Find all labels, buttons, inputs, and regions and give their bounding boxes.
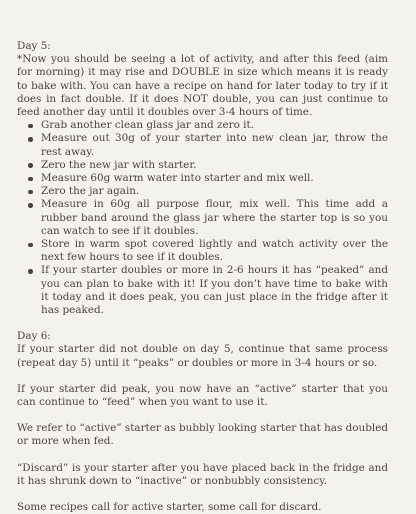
day5-step-list <box>17 119 388 317</box>
day6-paragraph-definition-active: We refer to “active” starter as bubbly looking starter that has doubled or more when fed. <box>17 422 388 448</box>
paragraph-gap <box>17 409 388 422</box>
day6-paragraph-active: If your starter did peak, you now have an “active” starter that you can continue to “feed” when you want to use it. <box>17 382 388 409</box>
paragraph-gap <box>17 370 388 383</box>
day5-step: Zero the new jar with starter. <box>41 159 388 172</box>
day5-step: Measure out 30g of your starter into new clean jar, throw the rest away. <box>41 132 388 158</box>
day5-intro: *Now you should be seeing a lot of activity, and after this feed (aim for morning) it may rise and DOUBLE in size which means it is ready to bake with. You can have a recipe on hand for later today to try if it does in fact double. If it does NOT double, you can just continue to feed another day until it doubles over 3-4 hours of time. <box>17 53 388 119</box>
day5-step: Measure 60g warm water into starter and mix well. <box>41 172 388 185</box>
day6-heading: Day 6: <box>17 330 51 343</box>
day5-step: Measure in 60g all purpose flour, mix well. This time add a rubber band around the glass jar where the starter top is so you can watch to see if it doubles. <box>41 198 388 237</box>
day6-paragraph-repeat: If your starter did not double on day 5, continue that same process (repeat day 5) until it “peaks” or doubles or more in 3-4 hours or so. <box>17 343 388 369</box>
day5-step: Zero the jar again. <box>41 185 388 198</box>
day5-step: Store in warm spot covered lightly and watch activity over the next few hours to see if it doubles. <box>41 238 388 264</box>
paragraph-gap <box>17 449 388 462</box>
paragraph-gap <box>17 488 388 501</box>
day6-paragraph-recipes: Some recipes call for active starter, some call for discard. <box>17 501 322 514</box>
day5-step: Grab another clean glass jar and zero it. <box>41 119 388 132</box>
day5-step: If your starter doubles or more in 2-6 hours it has “peaked” and you can plan to bake with it! If you don’t have time to bake with it today and it does peak, you can just place in the fridge after it has peaked. <box>41 264 388 317</box>
section-gap <box>17 317 388 330</box>
day6-paragraph-definition-discard: “Discard” is your starter after you have placed back in the fridge and it has shrunk down to “inactive” or nonbubbly consistency. <box>17 461 388 487</box>
day5-heading: Day 5: <box>17 40 51 52</box>
